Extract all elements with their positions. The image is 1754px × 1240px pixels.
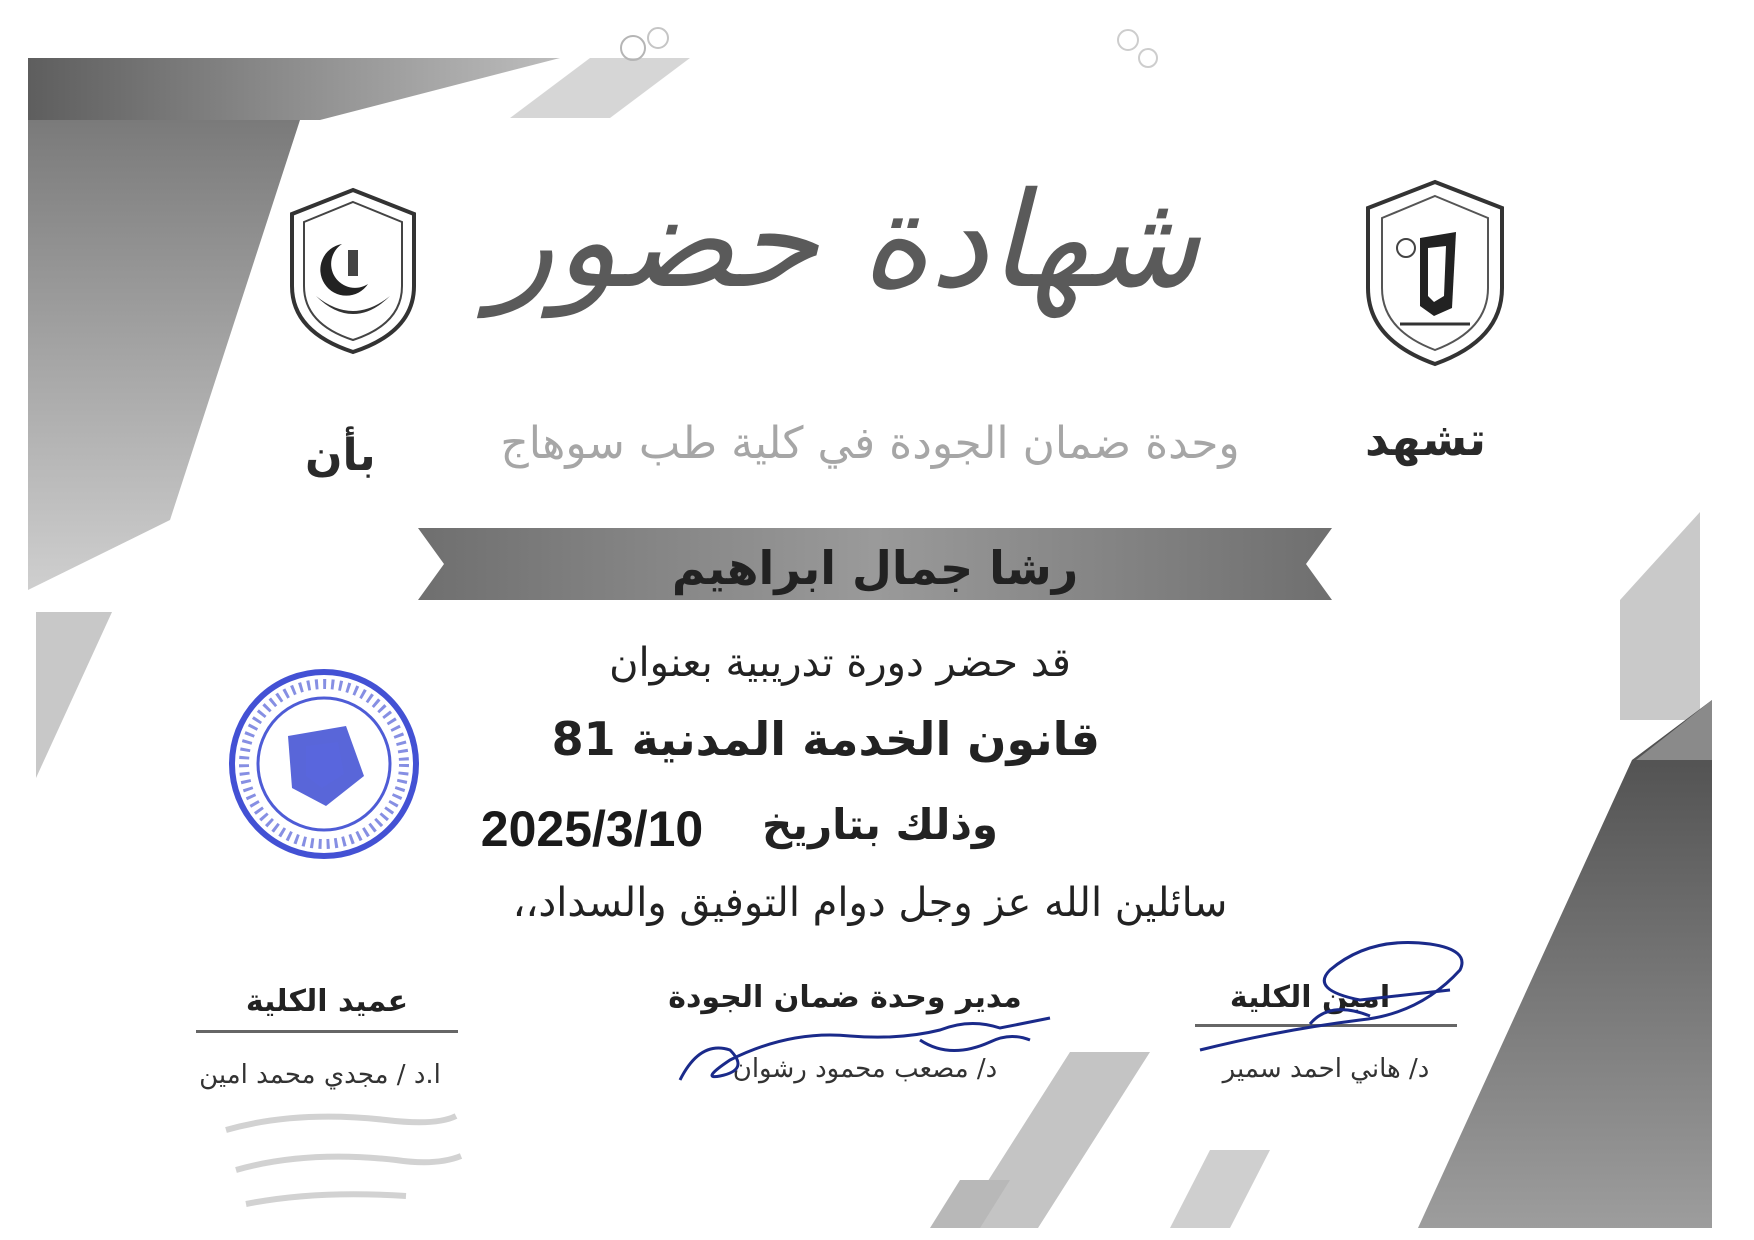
date-label: وذلك بتاريخ: [761, 800, 999, 849]
top-band-shape: [28, 58, 560, 120]
left-upper-shape: [28, 120, 300, 590]
signatory-name-secretary: د/ هاني احمد سمير: [1222, 1054, 1430, 1084]
right-upper-shape: [1620, 512, 1700, 720]
closing-prayer: سائلين الله عز وجل دوام التوفيق والسداد،،: [512, 880, 1228, 926]
signatory-role-secretary: امين الكلية: [1229, 980, 1391, 1015]
issuer-text: وحدة ضمان الجودة في كلية طب سوهاج: [500, 418, 1240, 469]
witness-label: تشهد: [1364, 412, 1486, 466]
signatory-role-quality-director: مدير وحدة ضمان الجودة: [668, 980, 1022, 1015]
signatory-role-dean: عميد الكلية: [245, 984, 409, 1019]
quality-director-signature-icon: [670, 1010, 1070, 1100]
attended-text: قد حضر دورة تدريبية بعنوان: [609, 640, 1071, 686]
certificate-title: شهادة حضور: [490, 164, 1200, 318]
secretary-signature-icon: [1160, 930, 1480, 1060]
signature-line: [196, 1030, 458, 1033]
dean-faded-stamp-icon: [206, 1100, 476, 1230]
course-title: قانون الخدمة المدنية 81: [551, 712, 1100, 766]
signatory-name-dean: ا.د / مجدي محمد امين: [199, 1060, 441, 1090]
official-stamp-icon: [226, 666, 422, 862]
date-value: 2025/3/10: [480, 801, 704, 857]
that-label: بأن: [305, 430, 376, 481]
faculty-of-medicine-logo-icon: [282, 186, 424, 356]
signatory-name-quality-director: د/ مصعب محمود رشوان: [732, 1054, 998, 1084]
left-lower-shape: [36, 612, 112, 778]
sohag-university-logo-icon: [1360, 178, 1510, 368]
recipient-name: رشا جمال ابراهيم: [671, 541, 1079, 595]
